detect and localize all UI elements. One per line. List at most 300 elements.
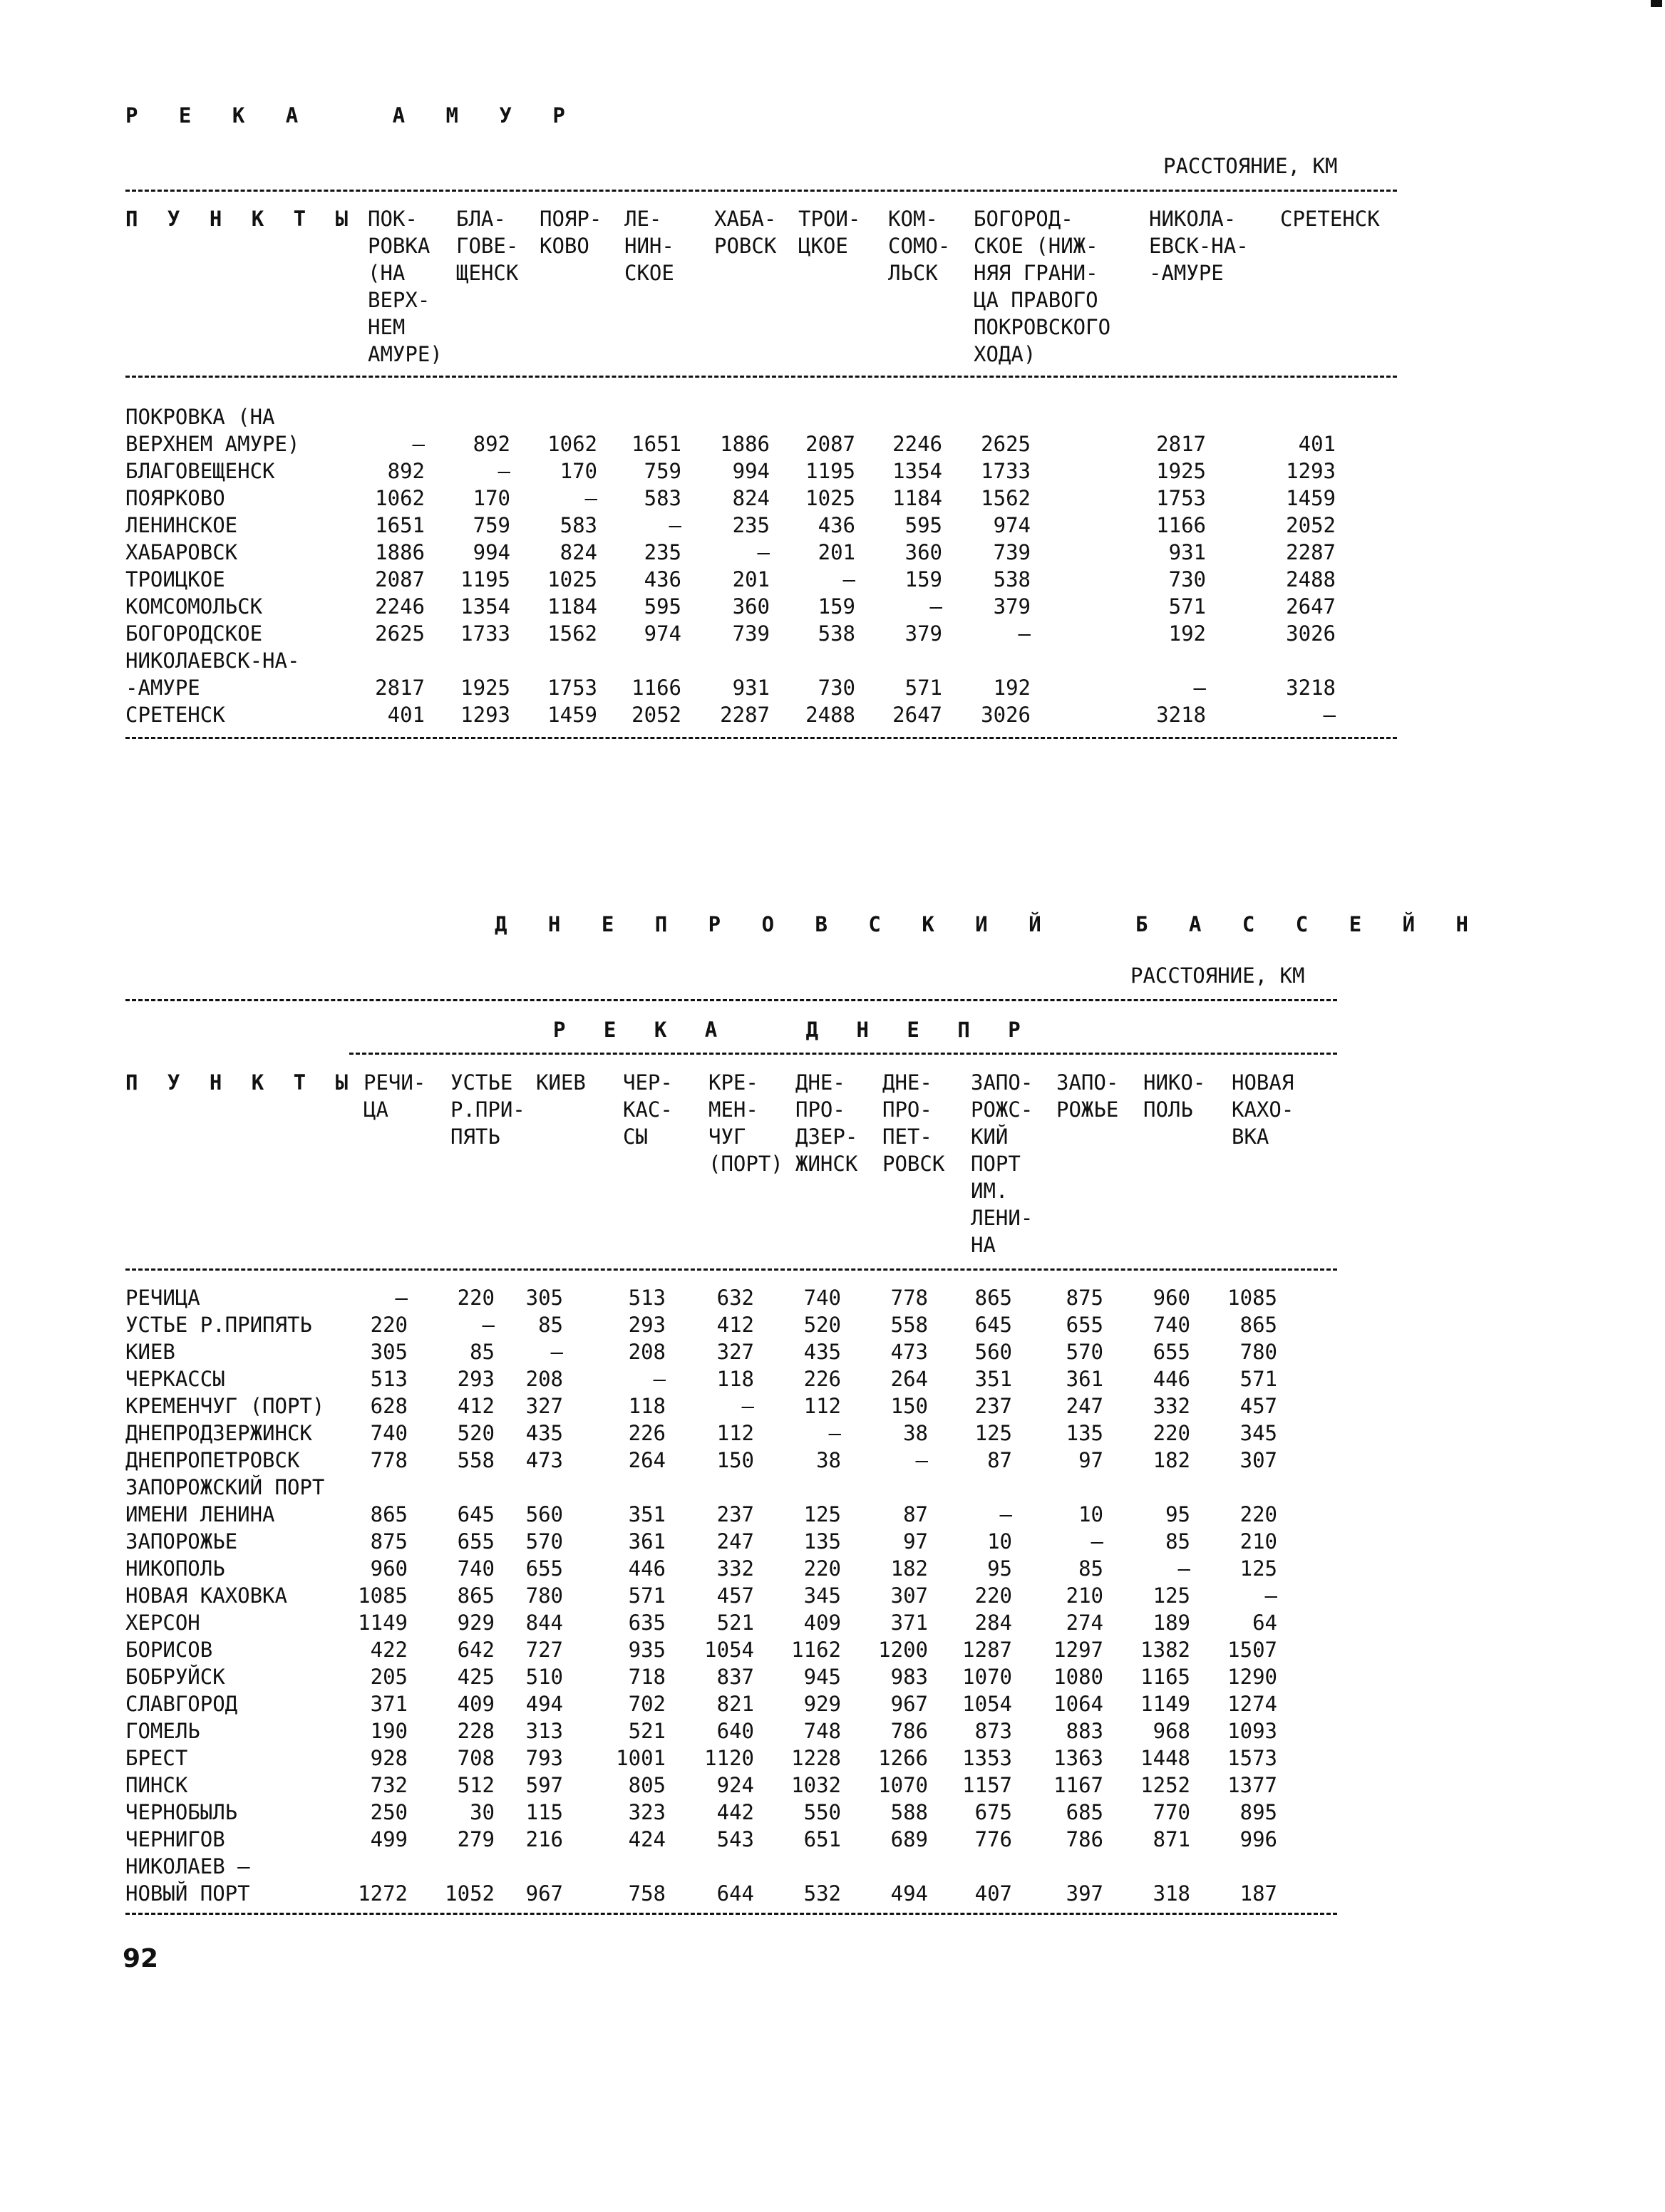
distance-cell: 793	[525, 1746, 563, 1770]
distance-cell: 125	[1239, 1556, 1277, 1581]
distance-cell: 216	[525, 1827, 563, 1851]
column-header: ДНЕ- ПРО- ДЗЕР- ЖИНСК	[795, 1070, 858, 1176]
distance-cell: 182	[1153, 1448, 1190, 1472]
row-label: ЗАПОРОЖЬЕ	[125, 1529, 238, 1554]
distance-cell: 228	[457, 1719, 495, 1743]
distance-cell: 558	[890, 1313, 928, 1337]
column-header: КИЕВ	[536, 1070, 586, 1095]
distance-cell: 2287	[1286, 540, 1336, 564]
distance-cell: 187	[1239, 1881, 1277, 1906]
distance-cell: 118	[628, 1394, 666, 1418]
distance-cell: 655	[1153, 1340, 1190, 1364]
column-header: ДНЕ- ПРО- ПЕТ- РОВСК	[882, 1070, 945, 1176]
distance-cell: 1167	[1053, 1773, 1103, 1797]
distance-cell: 473	[890, 1340, 928, 1364]
distance-cell: 1093	[1227, 1719, 1277, 1743]
column-header: ТРОИ- ЦКОЕ	[798, 207, 861, 258]
distance-cell: 1459	[1286, 486, 1336, 510]
distance-cell: 2817	[1156, 432, 1206, 456]
row-label: ЛЕНИНСКОЕ	[125, 513, 238, 537]
distance-cell: 1252	[1140, 1773, 1190, 1797]
row-label: ГОМЕЛЬ	[125, 1719, 200, 1743]
row-label: БЛАГОВЕЩЕНСК	[125, 459, 275, 483]
distance-cell: –	[741, 1394, 754, 1418]
distance-cell: 655	[457, 1529, 495, 1554]
distance-cell: 1157	[962, 1773, 1012, 1797]
distance-cell: 446	[1153, 1367, 1190, 1391]
distance-cell: 125	[974, 1421, 1012, 1445]
column-header: ХАБА- РОВСК	[714, 207, 777, 258]
distance-cell: 293	[457, 1367, 495, 1391]
distance-cell: 740	[803, 1286, 841, 1310]
distance-cell: 805	[628, 1773, 666, 1797]
distance-cell: 512	[457, 1773, 495, 1797]
distance-cell: 655	[525, 1556, 563, 1581]
distance-cell: 644	[716, 1881, 754, 1906]
distance-cell: 1120	[704, 1746, 754, 1770]
distance-cell: 1064	[1053, 1692, 1103, 1716]
distance-cell: 85	[1078, 1556, 1103, 1581]
distance-cell: 10	[987, 1529, 1012, 1554]
distance-cell: 1290	[1227, 1665, 1277, 1689]
distance-cell: 189	[1153, 1611, 1190, 1635]
distance-cell: 1562	[981, 486, 1031, 510]
distance-cell: 1070	[878, 1773, 928, 1797]
distance-cell: 226	[803, 1367, 841, 1391]
distance-cell: 550	[803, 1800, 841, 1824]
distance-cell: 170	[473, 486, 510, 510]
distance-cell: 371	[370, 1692, 408, 1716]
distance-cell: 237	[716, 1502, 754, 1526]
distance-cell: 865	[457, 1583, 495, 1608]
row-label: ДНЕПРОДЗЕРЖИНСК	[125, 1421, 312, 1445]
distance-cell: 513	[370, 1367, 408, 1391]
distance-cell: 397	[1066, 1881, 1103, 1906]
distance-cell: 994	[473, 540, 510, 564]
distance-cell: 1651	[375, 513, 425, 537]
distance-cell: 1753	[1156, 486, 1206, 510]
distance-cell: 778	[370, 1448, 408, 1472]
distance-cell: 85	[470, 1340, 495, 1364]
amur-unit-label: РАССТОЯНИЕ, КМ	[1163, 154, 1338, 178]
distance-cell: 974	[993, 513, 1031, 537]
distance-cell: 1080	[1053, 1665, 1103, 1689]
row-label: СЛАВГОРОД	[125, 1692, 238, 1716]
distance-cell: 520	[803, 1313, 841, 1337]
distance-cell: 2246	[892, 432, 942, 456]
row-label: КРЕМЕНЧУГ (ПОРТ)	[125, 1394, 325, 1418]
distance-cell: 446	[628, 1556, 666, 1581]
distance-cell: 2647	[892, 703, 942, 727]
distance-cell: 361	[628, 1529, 666, 1554]
distance-cell: 1354	[460, 594, 510, 619]
distance-cell: 182	[890, 1556, 928, 1581]
distance-cell: 323	[628, 1800, 666, 1824]
distance-cell: 776	[974, 1827, 1012, 1851]
distance-cell: 740	[370, 1421, 408, 1445]
distance-cell: 2647	[1286, 594, 1336, 619]
distance-cell: 708	[457, 1746, 495, 1770]
distance-cell: 1032	[791, 1773, 841, 1797]
column-header: БЛА- ГОВЕ- ЩЕНСК	[456, 207, 519, 285]
distance-cell: 293	[628, 1313, 666, 1337]
distance-cell: 190	[370, 1719, 408, 1743]
distance-cell: –	[584, 486, 597, 510]
distance-cell: 150	[716, 1448, 754, 1472]
amur-header-rule	[125, 376, 1397, 378]
row-label: БОБРУЙСК	[125, 1665, 225, 1689]
distance-cell: 521	[716, 1611, 754, 1635]
distance-cell: 1507	[1227, 1638, 1277, 1662]
distance-cell: 235	[644, 540, 681, 564]
distance-cell: 1165	[1140, 1665, 1190, 1689]
distance-cell: 685	[1066, 1800, 1103, 1824]
distance-cell: 1753	[547, 676, 597, 700]
dnepr-bottom-rule	[125, 1913, 1337, 1915]
distance-cell: 2246	[375, 594, 425, 619]
distance-cell: 10	[1078, 1502, 1103, 1526]
row-label: НИКОЛАЕВСК-НА-	[125, 648, 300, 673]
distance-cell: 118	[716, 1367, 754, 1391]
distance-cell: 824	[732, 486, 770, 510]
distance-cell: 532	[803, 1881, 841, 1906]
distance-cell: 718	[628, 1665, 666, 1689]
distance-cell: 778	[890, 1286, 928, 1310]
distance-cell: 824	[560, 540, 597, 564]
distance-cell: 30	[470, 1800, 495, 1824]
distance-cell: 1274	[1227, 1692, 1277, 1716]
column-header: НИКОЛА- ЕВСК-НА- -АМУРЕ	[1149, 207, 1249, 285]
distance-cell: 960	[370, 1556, 408, 1581]
distance-cell: 583	[560, 513, 597, 537]
distance-cell: 759	[473, 513, 510, 537]
distance-cell: 1363	[1053, 1746, 1103, 1770]
distance-cell: 1886	[720, 432, 770, 456]
distance-cell: 510	[525, 1665, 563, 1689]
row-label: ЧЕРКАССЫ	[125, 1367, 225, 1391]
column-header: НИКО- ПОЛЬ	[1143, 1070, 1206, 1122]
distance-cell: –	[482, 1313, 495, 1337]
page-edge-mark	[1651, 0, 1662, 7]
distance-cell: 675	[974, 1800, 1012, 1824]
distance-cell: 264	[628, 1448, 666, 1472]
dnepr-title: Д Н Е П Р О В С К И Й Б А С С Е Й Н	[495, 912, 1483, 936]
distance-cell: 2087	[375, 567, 425, 591]
distance-cell: 1733	[460, 621, 510, 646]
distance-cell: 571	[628, 1583, 666, 1608]
distance-cell: 558	[457, 1448, 495, 1472]
row-label: РЕЧИЦА	[125, 1286, 200, 1310]
distance-cell: 237	[974, 1394, 1012, 1418]
distance-cell: 967	[525, 1881, 563, 1906]
distance-cell: 640	[716, 1719, 754, 1743]
distance-cell: –	[669, 513, 681, 537]
distance-cell: 112	[716, 1421, 754, 1445]
distance-cell: 220	[1153, 1421, 1190, 1445]
distance-cell: 748	[803, 1719, 841, 1743]
distance-cell: 689	[890, 1827, 928, 1851]
column-header: УСТЬЕ Р.ПРИ- ПЯТЬ	[450, 1070, 525, 1149]
distance-cell: 892	[473, 432, 510, 456]
distance-cell: –	[1091, 1529, 1103, 1554]
distance-cell: 702	[628, 1692, 666, 1716]
distance-cell: 1266	[878, 1746, 928, 1770]
row-label: ЗАПОРОЖСКИЙ ПОРТ	[125, 1475, 325, 1499]
distance-cell: 305	[525, 1286, 563, 1310]
distance-cell: 1200	[878, 1638, 928, 1662]
row-label: ТРОИЦКОЕ	[125, 567, 225, 591]
distance-cell: 401	[1298, 432, 1336, 456]
distance-cell: 1293	[460, 703, 510, 727]
distance-cell: 457	[716, 1583, 754, 1608]
distance-cell: 1459	[547, 703, 597, 727]
column-header: КРЕ- МЕН- ЧУГ (ПОРТ)	[708, 1070, 783, 1176]
distance-cell: 871	[1153, 1827, 1190, 1851]
distance-cell: 2087	[805, 432, 855, 456]
distance-cell: 201	[732, 567, 770, 591]
distance-cell: 994	[732, 459, 770, 483]
distance-cell: 730	[1168, 567, 1206, 591]
distance-cell: –	[1323, 703, 1336, 727]
distance-cell: 1886	[375, 540, 425, 564]
distance-cell: 739	[732, 621, 770, 646]
distance-cell: 759	[644, 459, 681, 483]
distance-cell: –	[1264, 1583, 1277, 1608]
row-label: КОМСОМОЛЬСК	[125, 594, 263, 619]
distance-cell: 379	[904, 621, 942, 646]
column-header: РЕЧИ- ЦА	[364, 1070, 426, 1122]
distance-cell: –	[1018, 621, 1031, 646]
column-header: ЗАПО- РОЖС- КИЙ ПОРТ ИМ. ЛЕНИ- НА	[971, 1070, 1033, 1257]
row-label: ЧЕРНИГОВ	[125, 1827, 225, 1851]
distance-cell: 865	[370, 1502, 408, 1526]
distance-cell: 935	[628, 1638, 666, 1662]
distance-cell: 655	[1066, 1313, 1103, 1337]
dnepr-top-rule	[125, 999, 1337, 1001]
distance-cell: 642	[457, 1638, 495, 1662]
distance-cell: 727	[525, 1638, 563, 1662]
distance-cell: 2625	[375, 621, 425, 646]
distance-cell: 150	[890, 1394, 928, 1418]
amur-bottom-rule	[125, 737, 1397, 739]
distance-cell: 318	[1153, 1881, 1190, 1906]
distance-cell: 740	[457, 1556, 495, 1581]
distance-cell: 583	[644, 486, 681, 510]
distance-cell: –	[757, 540, 770, 564]
distance-cell: 1162	[791, 1638, 841, 1662]
distance-cell: 97	[1078, 1448, 1103, 1472]
distance-cell: 1149	[1140, 1692, 1190, 1716]
row-label: НОВАЯ КАХОВКА	[125, 1583, 287, 1608]
distance-cell: 307	[890, 1583, 928, 1608]
distance-cell: 208	[628, 1340, 666, 1364]
distance-cell: 125	[1153, 1583, 1190, 1608]
distance-cell: 595	[904, 513, 942, 537]
distance-cell: 1573	[1227, 1746, 1277, 1770]
distance-cell: 770	[1153, 1800, 1190, 1824]
distance-cell: 571	[904, 676, 942, 700]
distance-cell: 1287	[962, 1638, 1012, 1662]
distance-cell: 635	[628, 1611, 666, 1635]
distance-cell: 192	[1168, 621, 1206, 646]
distance-cell: 473	[525, 1448, 563, 1472]
distance-cell: 351	[628, 1502, 666, 1526]
distance-cell: 2488	[1286, 567, 1336, 591]
distance-cell: 1052	[445, 1881, 495, 1906]
dnepr-subtitle: Р Е К А Д Н Е П Р	[553, 1018, 1033, 1042]
distance-cell: 313	[525, 1719, 563, 1743]
distance-cell: 220	[974, 1583, 1012, 1608]
distance-cell: 442	[716, 1800, 754, 1824]
distance-cell: 235	[732, 513, 770, 537]
distance-cell: –	[653, 1367, 666, 1391]
distance-cell: 250	[370, 1800, 408, 1824]
distance-cell: 1733	[981, 459, 1031, 483]
distance-cell: 865	[1239, 1313, 1277, 1337]
distance-cell: 435	[803, 1340, 841, 1364]
distance-cell: 645	[457, 1502, 495, 1526]
distance-cell: 159	[818, 594, 855, 619]
distance-cell: 95	[987, 1556, 1012, 1581]
distance-cell: 780	[1239, 1340, 1277, 1364]
column-header: СРЕТЕНСК	[1280, 207, 1380, 231]
distance-cell: 274	[1066, 1611, 1103, 1635]
distance-cell: 983	[890, 1665, 928, 1689]
distance-cell: 865	[974, 1286, 1012, 1310]
distance-cell: –	[395, 1286, 408, 1310]
distance-cell: 220	[803, 1556, 841, 1581]
distance-cell: 401	[387, 703, 425, 727]
distance-cell: 379	[993, 594, 1031, 619]
distance-cell: 1070	[962, 1665, 1012, 1689]
column-header: ЗАПО- РОЖЬЕ	[1056, 1070, 1119, 1122]
distance-cell: 1054	[704, 1638, 754, 1662]
distance-cell: 1195	[805, 459, 855, 483]
distance-cell: 931	[1168, 540, 1206, 564]
distance-cell: –	[999, 1502, 1012, 1526]
distance-cell: 332	[1153, 1394, 1190, 1418]
distance-cell: 412	[716, 1313, 754, 1337]
distance-cell: 1195	[460, 567, 510, 591]
distance-cell: 538	[818, 621, 855, 646]
distance-cell: 560	[525, 1502, 563, 1526]
distance-cell: 135	[1066, 1421, 1103, 1445]
distance-cell: 2488	[805, 703, 855, 727]
distance-cell: 1293	[1286, 459, 1336, 483]
distance-cell: 628	[370, 1394, 408, 1418]
distance-cell: 1054	[962, 1692, 1012, 1716]
distance-cell: 786	[890, 1719, 928, 1743]
distance-cell: 645	[974, 1313, 1012, 1337]
distance-cell: –	[412, 432, 425, 456]
distance-cell: 1085	[358, 1583, 408, 1608]
distance-cell: 1297	[1053, 1638, 1103, 1662]
distance-cell: 226	[628, 1421, 666, 1445]
distance-cell: 570	[1066, 1340, 1103, 1364]
distance-cell: 220	[370, 1313, 408, 1337]
distance-cell: 351	[974, 1367, 1012, 1391]
distance-cell: 87	[987, 1448, 1012, 1472]
distance-cell: 2287	[720, 703, 770, 727]
distance-cell: 332	[716, 1556, 754, 1581]
distance-cell: 2625	[981, 432, 1031, 456]
row-label: ХАБАРОВСК	[125, 540, 238, 564]
distance-cell: 632	[716, 1286, 754, 1310]
points-column-header: П У Н К Т Ы	[125, 207, 357, 231]
row-label: ХЕРСОН	[125, 1611, 200, 1635]
distance-cell: 1651	[632, 432, 681, 456]
distance-cell: 457	[1239, 1394, 1277, 1418]
distance-cell: 1149	[358, 1611, 408, 1635]
distance-cell: 210	[1239, 1529, 1277, 1554]
dnepr-header-rule	[125, 1268, 1337, 1271]
distance-cell: 95	[1165, 1502, 1190, 1526]
row-label: БРЕСТ	[125, 1746, 188, 1770]
distance-cell: 85	[1165, 1529, 1190, 1554]
distance-cell: 1562	[547, 621, 597, 646]
distance-cell: 345	[803, 1583, 841, 1608]
distance-cell: 821	[716, 1692, 754, 1716]
distance-cell: 945	[803, 1665, 841, 1689]
column-header: ЛЕ- НИН- СКОЕ	[624, 207, 674, 285]
distance-cell: 730	[818, 676, 855, 700]
distance-cell: 758	[628, 1881, 666, 1906]
distance-cell: 125	[803, 1502, 841, 1526]
distance-cell: 3026	[981, 703, 1031, 727]
amur-title: Р Е К А А М У Р	[125, 103, 579, 128]
distance-cell: 595	[644, 594, 681, 619]
distance-cell: 1382	[1140, 1638, 1190, 1662]
distance-cell: 651	[803, 1827, 841, 1851]
column-header: НОВАЯ КАХО- ВКА	[1232, 1070, 1294, 1149]
distance-cell: 2052	[1286, 513, 1336, 537]
distance-cell: 220	[1239, 1502, 1277, 1526]
distance-cell: 571	[1168, 594, 1206, 619]
distance-cell: 924	[716, 1773, 754, 1797]
distance-cell: 409	[457, 1692, 495, 1716]
distance-cell: 208	[525, 1367, 563, 1391]
dnepr-unit-label: РАССТОЯНИЕ, КМ	[1130, 963, 1305, 988]
distance-cell: 929	[457, 1611, 495, 1635]
distance-cell: 115	[525, 1800, 563, 1824]
distance-cell: 327	[525, 1394, 563, 1418]
distance-cell: 895	[1239, 1800, 1277, 1824]
distance-cell: 732	[370, 1773, 408, 1797]
distance-cell: 543	[716, 1827, 754, 1851]
row-label: -АМУРЕ	[125, 676, 200, 700]
row-label: БОГОРОДСКОЕ	[125, 621, 263, 646]
row-label: НИКОЛАЕВ –	[125, 1854, 250, 1878]
distance-cell: 205	[370, 1665, 408, 1689]
distance-cell: –	[929, 594, 942, 619]
distance-cell: 1062	[375, 486, 425, 510]
distance-cell: 1025	[547, 567, 597, 591]
distance-cell: 436	[644, 567, 681, 591]
distance-cell: 247	[1066, 1394, 1103, 1418]
row-label: БОРИСОВ	[125, 1638, 213, 1662]
distance-cell: 2817	[375, 676, 425, 700]
distance-cell: 538	[993, 567, 1031, 591]
distance-cell: 875	[1066, 1286, 1103, 1310]
distance-cell: 1448	[1140, 1746, 1190, 1770]
distance-cell: –	[842, 567, 855, 591]
column-header: ПОЯР- КОВО	[540, 207, 602, 258]
distance-cell: 327	[716, 1340, 754, 1364]
distance-cell: 345	[1239, 1421, 1277, 1445]
distance-cell: 38	[816, 1448, 841, 1472]
distance-cell: 279	[457, 1827, 495, 1851]
distance-cell: 220	[457, 1286, 495, 1310]
